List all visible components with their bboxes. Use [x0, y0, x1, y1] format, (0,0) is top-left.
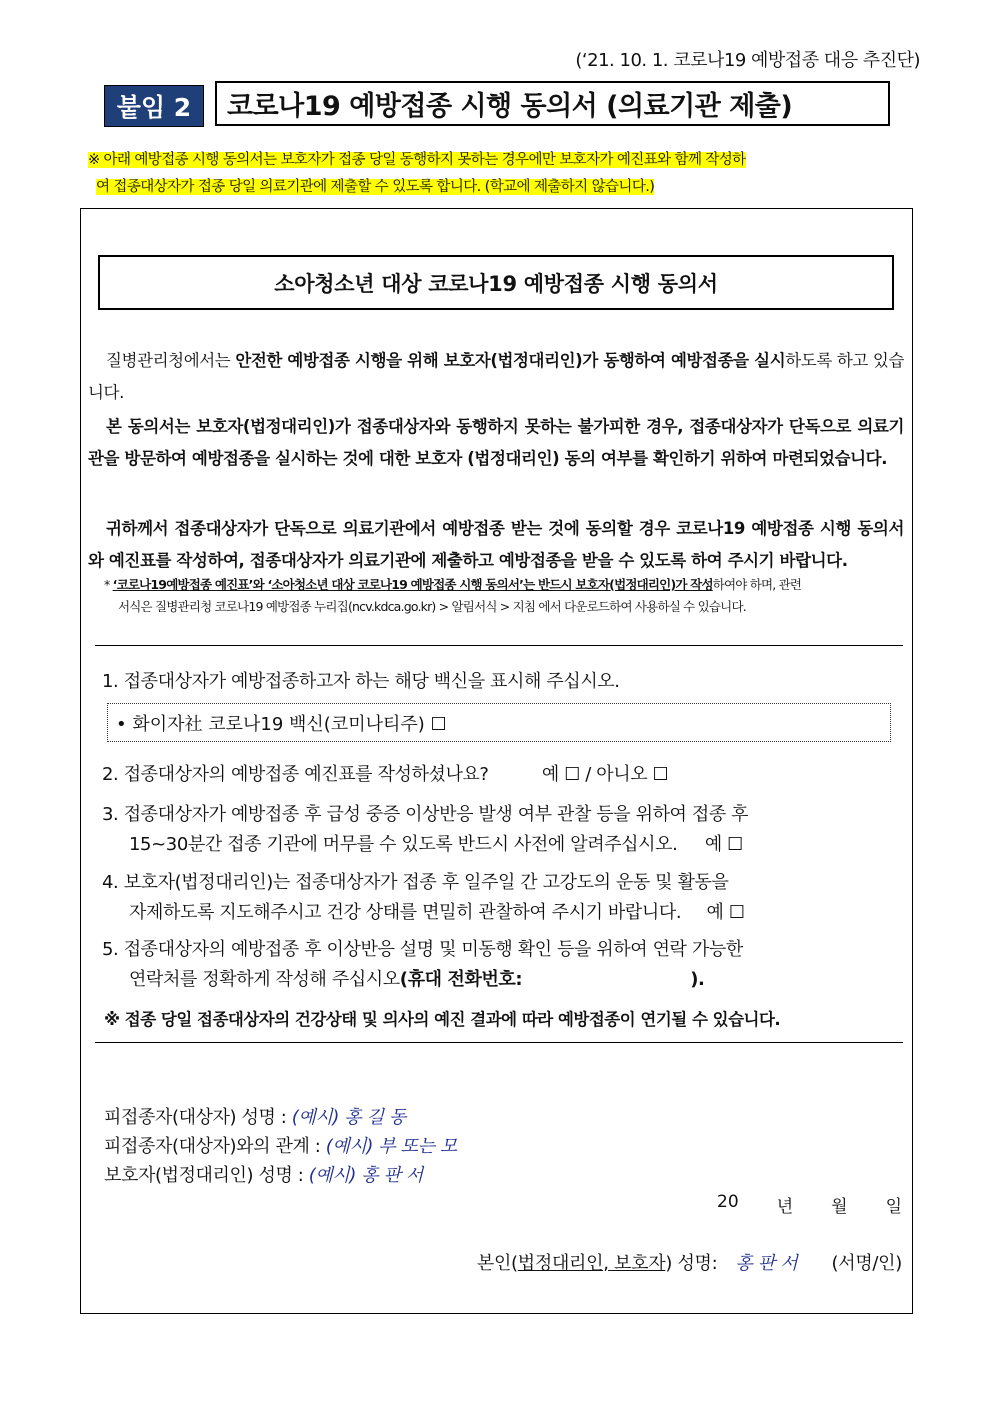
para1-text-a: 질병관리청에서는: [106, 351, 236, 370]
subject-name-label: 피접종자(대상자) 성명 :: [104, 1107, 292, 1128]
question-2-options[interactable]: 예 ☐ / 아니오 ☐: [541, 764, 669, 785]
question-5-line-2: [102, 965, 897, 995]
form-title: 소아청소년 대상 코로나19 예방접종 시행 동의서: [98, 255, 894, 310]
question-3-line-1: 3. 접종대상자가 예방접종 후 급성 중증 이상반응 발생 여부 관찰 등을 위하여 접종 후: [102, 804, 749, 825]
phone-label: (휴대 전화번호:: [399, 969, 523, 990]
signature-label-underlined: 법정대리인, 보호자: [517, 1253, 666, 1274]
guardian-name-value[interactable]: (예시) 홍 판 서: [308, 1165, 423, 1186]
vaccine-checkbox-label[interactable]: • 화이자社 코로나19 백신(코미나티주) ☐: [116, 713, 447, 735]
vaccine-option-box: [107, 703, 891, 742]
warning-note: ※ 접종 당일 접종대상자의 건강상태 및 의사의 예진 결과에 따라 예방접종이 연기될 수 있습니다.: [104, 1010, 781, 1029]
paragraph-1: [88, 345, 904, 409]
source-line: (‘21. 10. 1. 코로나19 예방접종 대응 추진단): [575, 50, 920, 71]
paragraph-3: 귀하께서 접종대상자가 단독으로 의료기관에서 예방접종 받는 것에 동의할 경우 코로나19 예방접종 시행 동의서와 예진표를 작성하여, 접종대상자가 의료기관에 제출하고 예방접종을 받을 수 있도록 하여 주시기 바랍니다.: [88, 519, 904, 570]
para1-text-bold: 안전한 예방접종 시행을 위해 보호자(법정대리인)가 동행하여 예방접종을 실시: [235, 351, 786, 370]
paragraph-2: 본 동의서는 보호자(법정대리인)가 접종대상자와 동행하지 못하는 불가피한 경우, 접종대상자가 단독으로 의료기관을 방문하여 예방접종을 실시하는 것에 대한 보호자 (법정대리인) 동의 여부를 확인하기 위하여 마련되었습니다.: [88, 417, 904, 468]
date-month-label: 월: [831, 1197, 848, 1217]
question-1: 1. 접종대상자가 예방접종하고자 하는 해당 백신을 표시해 주십시오.: [102, 671, 620, 692]
signature-seal-label: (서명/인): [831, 1253, 902, 1274]
notice: [88, 147, 924, 201]
question-3-line-2-text: 15~30분간 접종 기관에 머무를 수 있도록 반드시 사전에 알려주십시오.: [129, 834, 678, 855]
footnote-marker: *: [104, 577, 113, 592]
guardian-name-line: [104, 1161, 423, 1187]
footnote-line-2: 서식은 질병관리청 코로나19 예방접종 누리집(ncv.kdca.go.kr) > 알림서식 > 지침 에서 다운로드하여 사용하실 수 있습니다.: [118, 599, 746, 614]
signature-line: [477, 1249, 902, 1275]
date-day-label: 일: [885, 1197, 902, 1217]
signature-label-b: ) 성명:: [665, 1253, 718, 1274]
guardian-name-label: 보호자(법정대리인) 성명 :: [104, 1165, 309, 1186]
question-4: [102, 868, 897, 928]
question-5-line-2-text: 연락처를 정확하게 작성해 주십시오: [129, 969, 400, 990]
notice-line-2: 여 접종대상자가 접종 당일 의료기관에 제출할 수 있도록 합니다. (학교에 제출하지 않습니다.): [96, 179, 655, 195]
footnote-bold: ‘코로나19예방접종 예진표’와 ‘소아청소년 대상 코로나19 예방접종 시행 동의서’는 반드시 보호자(법정대리인)가 작성: [112, 577, 713, 592]
footnote-text: 하여야 하며, 관련: [712, 577, 802, 592]
question-4-line-1: 4. 보호자(법정대리인)는 접종대상자가 접종 후 일주일 간 고강도의 운동 및 활동을: [102, 872, 729, 893]
question-4-line-2-text: 자제하도록 지도해주시고 건강 상태를 면밀히 관찰하여 주시기 바랍니다.: [129, 902, 682, 923]
date-year-label: 년: [776, 1197, 794, 1217]
attachment-tag: 붙임 2: [104, 85, 204, 127]
divider-top: [95, 645, 903, 646]
question-2-text: 2. 접종대상자의 예방접종 예진표를 작성하셨나요?: [102, 764, 489, 785]
para1-text-c: 하도록 하고 있습니다.: [88, 351, 904, 402]
footnote: [104, 574, 904, 618]
relation-label: 피접종자(대상자)와의 관계 :: [104, 1136, 326, 1157]
subject-name-line: [104, 1103, 406, 1129]
relation-value[interactable]: (예시) 부 또는 모: [325, 1136, 457, 1157]
date-line: [717, 1192, 902, 1217]
question-5: [102, 935, 897, 995]
subject-name-value[interactable]: (예시) 홍 길 동: [291, 1107, 406, 1128]
question-4-line-2: [102, 898, 897, 928]
question-5-line-1: 5. 접종대상자의 예방접종 후 이상반응 설명 및 미동행 확인 등을 위하여 연락 가능한: [102, 939, 743, 960]
relation-line: [104, 1132, 457, 1158]
question-2: [102, 760, 897, 790]
date-year: 20: [717, 1192, 739, 1212]
question-4-check[interactable]: 예 ☐: [706, 902, 745, 923]
signature-label-a: 본인(: [476, 1253, 518, 1274]
document-title: 코로나19 예방접종 시행 동의서 (의료기관 제출): [215, 81, 890, 126]
question-3-line-2: [102, 830, 897, 860]
question-3: [102, 800, 897, 860]
phone-close: ).: [690, 969, 705, 990]
signature-name-value[interactable]: 홍 판 서: [735, 1253, 798, 1274]
notice-line-1: ※ 아래 예방접종 시행 동의서는 보호자가 접종 당일 동행하지 못하는 경우에만 보호자가 예진표와 함께 작성하: [88, 152, 746, 168]
divider-bottom: [95, 1042, 903, 1043]
question-3-check[interactable]: 예 ☐: [704, 834, 743, 855]
